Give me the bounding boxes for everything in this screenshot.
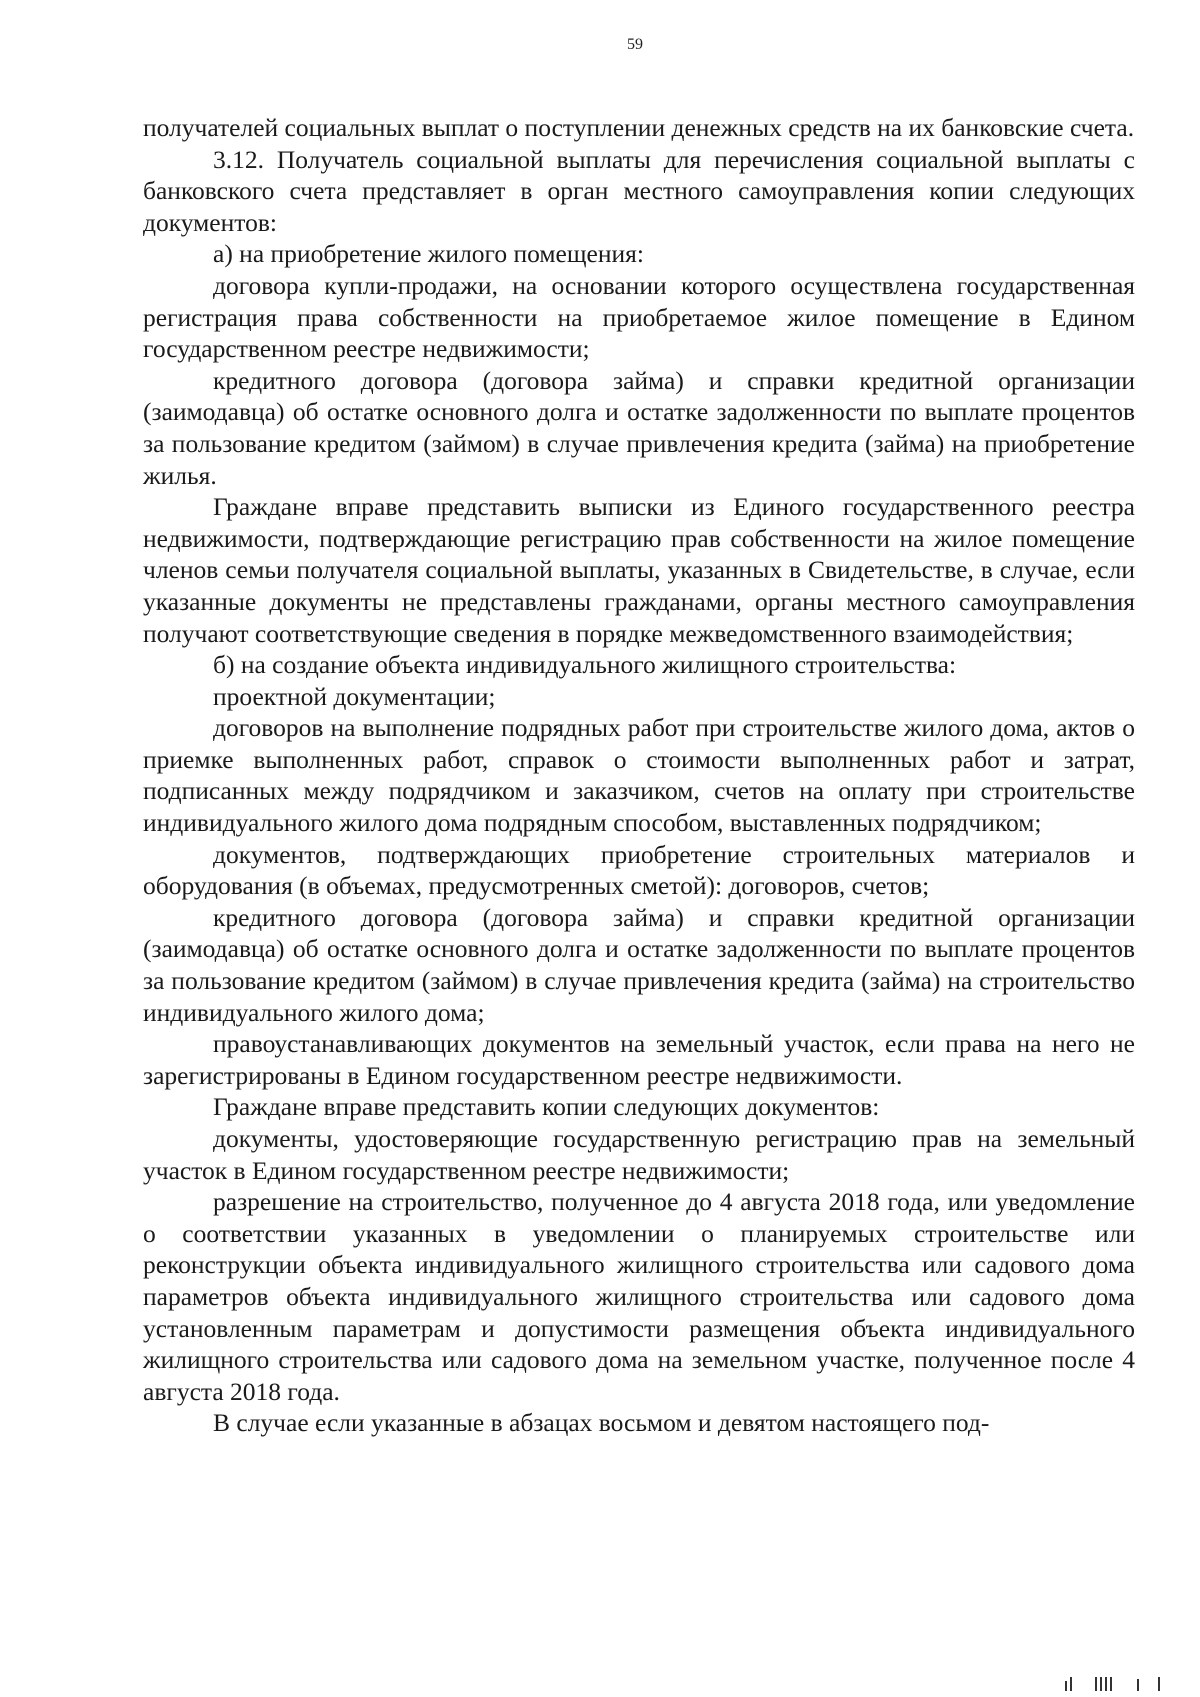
scan-mark [1110,1677,1112,1691]
paragraph: получателей социальных выплат о поступлении денежных средств на их банковские счета. [143,113,1135,142]
paragraph: Граждане вправе представить выписки из Единого государственного реестра недвижимости, подтверждающие регистрацию прав собственности на жилое помещение членов семьи получателя социальной выплаты, указанных в Свидетельстве, в случае, если указанные документы не представлены гражданами, органы местного самоуправления получают соответствующие сведения в порядке межведомственного взаимодействия; [143,492,1135,648]
paragraph: документов, подтверждающих приобретение строительных материалов и оборудования (в объемах, предусмотренных сметой): договоров, счетов; [143,839,1135,901]
paragraph: разрешение на строительство, полученное до 4 августа 2018 года, или уведомление о соответствии указанных в уведомлении о планируемых строительстве или реконструкции объекта индивидуального жилищного строительства или садового дома параметров объекта индивидуального жилищного строительства или садового дома установленным параметрам и допустимости размещения объекта индивидуального жилищного строительства или садового дома на земельном участке, полученное после 4 августа 2018 года. [143,1187,1135,1406]
paragraph: а) на приобретение жилого помещения: [213,239,644,269]
document-body [143,112,1135,1439]
scan-mark [1070,1677,1072,1691]
paragraph: Граждане вправе представить копии следующих документов: [213,1092,880,1122]
paragraph: договоров на выполнение подрядных работ при строительстве жилого дома, актов о приемке выполненных работ, справок о стоимости выполненных работ и затрат, подписанных между подрядчиком и заказчиком, счетов на оплату при строительстве индивидуального жилого дома подрядным способом, выставленных подрядчиком; [143,713,1135,838]
paragraph: договора купли-продажи, на основании которого осуществлена государственная регистрация права собственности на приобретаемое жилое помещение в Едином государственном реестре недвижимости; [143,270,1135,364]
paragraph: б) на создание объекта индивидуального жилищного строительства: [213,650,957,680]
scan-mark [1105,1677,1107,1691]
paragraph: проектной документации; [213,681,496,711]
scan-mark [1158,1677,1160,1691]
scan-marks [1065,1677,1160,1691]
paragraph: кредитного договора (договора займа) и справки кредитной организации (заимодавца) об остатке основного долга и остатке задолженности по выплате процентов за пользование кредитом (займом) в случае привлечения кредита (займа) на приобретение жилья. [143,365,1135,490]
paragraph: кредитного договора (договора займа) и справки кредитной организации (заимодавца) об остатке основного долга и остатке задолженности по выплате процентов за пользование кредитом (займом) в случае привлечения кредита (займа) на строительство индивидуального жилого дома; [143,902,1135,1027]
page-number: 59 [627,36,643,53]
paragraph: документы, удостоверяющие государственную регистрацию прав на земельный участок в Едином государственном реестре недвижимости; [143,1124,1135,1185]
paragraph: правоустанавливающих документов на земельный участок, если права на него не зарегистрированы в Едином государственном реестре недвижимости. [143,1029,1135,1090]
scan-mark [1065,1681,1067,1691]
scan-mark [1095,1677,1097,1691]
paragraph: 3.12. Получатель социальной выплаты для перечисления социальной выплаты с банковского счета представляет в орган местного самоуправления копии следующих документов: [143,144,1135,237]
scan-mark [1100,1677,1102,1691]
paragraph: В случае если указанные в абзацах восьмом и девятом настоящего под- [213,1408,990,1438]
scan-mark [1137,1679,1139,1691]
